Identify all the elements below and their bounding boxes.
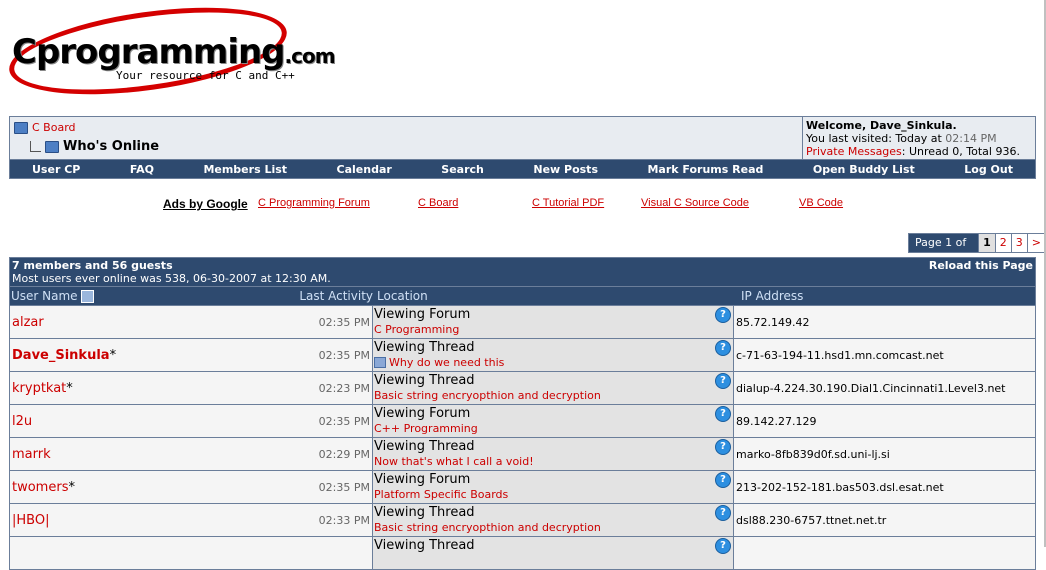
user-link[interactable]: l2u — [12, 413, 33, 429]
user-cell — [10, 537, 285, 569]
user-cell — [10, 405, 285, 437]
private-messages: Private Messages: Unread 0, Total 936. — [806, 145, 1020, 158]
nav-open-buddy-list[interactable]: Open Buddy List — [812, 162, 915, 176]
location-action: Viewing Forum — [374, 307, 471, 322]
user-cell — [10, 438, 285, 470]
ads-by-google-label[interactable]: Ads by Google — [163, 197, 248, 211]
help-icon[interactable]: ? — [715, 439, 731, 455]
last-activity-time — [285, 537, 372, 569]
google-ads-bar — [0, 197, 1046, 213]
last-activity-time: 02:35 PM — [285, 339, 372, 371]
last-visited: You last visited: Today at 02:14 PM — [806, 132, 997, 145]
user-cell — [10, 504, 285, 536]
user-link[interactable]: Dave_Sinkula — [12, 347, 110, 363]
location-action: Viewing Thread — [374, 505, 475, 520]
location-link[interactable]: Basic string encryopthion and decryption — [374, 389, 601, 402]
location-action: Viewing Thread — [374, 439, 475, 454]
user-cell — [10, 471, 285, 503]
help-icon[interactable]: ? — [715, 472, 731, 488]
user-link[interactable]: marrk — [12, 446, 51, 462]
user-star: * — [109, 347, 117, 363]
column-last-activity[interactable]: Last Activity — [299, 289, 373, 303]
ip-address: marko-8fb839d0f.sd.uni-lj.si — [734, 438, 1035, 470]
ad-link[interactable]: C Programming Forum — [258, 197, 370, 209]
nav-faq[interactable]: FAQ — [129, 162, 154, 176]
table-row — [10, 404, 1035, 437]
user-link[interactable]: alzar — [12, 314, 44, 330]
sort-icon[interactable] — [81, 290, 94, 303]
help-icon[interactable]: ? — [715, 538, 731, 554]
user-cell — [10, 372, 285, 404]
location-cell — [372, 372, 734, 404]
ip-address: 89.142.27.129 — [734, 405, 1035, 437]
pagination — [908, 233, 1046, 253]
nav-calendar[interactable]: Calendar — [336, 162, 392, 176]
location-cell — [372, 306, 734, 338]
breadcrumb-link-c-board[interactable]: C Board — [32, 121, 76, 134]
column-headers — [10, 286, 1035, 305]
location-cell — [372, 438, 734, 470]
table-row — [10, 371, 1035, 404]
location-link[interactable]: C++ Programming — [374, 422, 478, 435]
table-row — [10, 536, 1035, 569]
column-ip-address: IP Address — [741, 289, 804, 303]
location-link[interactable]: Basic string encryopthion and decryption — [374, 521, 601, 534]
ad-link[interactable]: VB Code — [799, 197, 844, 209]
help-icon[interactable]: ? — [715, 307, 731, 323]
location-link[interactable]: Platform Specific Boards — [374, 488, 509, 501]
private-messages-link[interactable]: Private Messages — [806, 145, 902, 158]
welcome-text: Welcome, Dave_Sinkula. — [806, 119, 957, 132]
site-logo[interactable] — [8, 10, 338, 95]
nav-user-cp[interactable]: User CP — [32, 162, 81, 176]
table-row — [10, 305, 1035, 338]
location-cell — [372, 471, 734, 503]
table-row — [10, 503, 1035, 536]
page-label: Page 1 of — [909, 234, 978, 252]
user-link[interactable]: |HBO| — [12, 512, 50, 528]
location-cell — [372, 504, 734, 536]
main-navbar — [10, 159, 1035, 178]
ip-address: 213-202-152-181.bas503.dsl.esat.net — [734, 471, 1035, 503]
user-link[interactable]: kryptkat — [12, 380, 67, 396]
help-icon[interactable]: ? — [715, 340, 731, 356]
table-row — [10, 437, 1035, 470]
user-star: * — [66, 380, 73, 396]
location-link[interactable]: Why do we need this — [389, 356, 505, 369]
ad-link[interactable]: C Tutorial PDF — [532, 197, 605, 209]
nav-members-list[interactable]: Members List — [203, 162, 288, 176]
table-row — [10, 470, 1035, 503]
nav-new-posts[interactable]: New Posts — [533, 162, 598, 176]
whos-online-table — [9, 257, 1036, 570]
location-cell — [372, 537, 734, 569]
last-activity-time: 02:23 PM — [285, 372, 372, 404]
ip-address: dsl88.230-6757.ttnet.net.tr — [734, 504, 1035, 536]
ip-address: dialup-4.224.30.190.Dial1.Cincinnati1.Level3.net — [734, 372, 1035, 404]
most-online: Most users ever online was 538, 06-30-2007 at 12:30 AM. — [12, 272, 331, 285]
logo-tagline: Your resource for C and C++ — [116, 69, 295, 82]
ad-link[interactable]: C Board — [418, 197, 459, 209]
page-link[interactable]: 3 — [1011, 234, 1027, 252]
help-icon[interactable]: ? — [715, 505, 731, 521]
table-header — [10, 258, 1035, 286]
page-link[interactable]: 2 — [995, 234, 1011, 252]
user-star: * — [68, 479, 75, 495]
location-action: Viewing Thread — [374, 340, 475, 355]
logo-brand: Cprogramming.com — [12, 32, 335, 72]
user-cell — [10, 339, 285, 371]
last-activity-time: 02:35 PM — [285, 306, 372, 338]
nav-mark-forums-read[interactable]: Mark Forums Read — [647, 162, 764, 176]
location-cell — [372, 339, 734, 371]
page-current: 1 — [978, 234, 995, 252]
column-location: Location — [377, 289, 428, 303]
last-activity-time: 02:29 PM — [285, 438, 372, 470]
last-activity-time: 02:35 PM — [285, 471, 372, 503]
user-cell — [10, 306, 285, 338]
nav-search[interactable]: Search — [441, 162, 484, 176]
ip-address: 85.72.149.42 — [734, 306, 1035, 338]
ad-link[interactable]: Visual C Source Code — [641, 197, 750, 209]
help-icon[interactable]: ? — [715, 373, 731, 389]
welcome-panel — [803, 117, 1035, 159]
table-row — [10, 338, 1035, 371]
location-action: Viewing Thread — [374, 538, 475, 553]
last-activity-time: 02:35 PM — [285, 405, 372, 437]
breadcrumb — [10, 117, 803, 159]
location-link[interactable]: Now that's what I call a void! — [374, 455, 534, 468]
table-body — [10, 305, 1035, 569]
page-next[interactable]: > — [1027, 234, 1045, 252]
post-icon — [374, 357, 386, 368]
location-cell — [372, 405, 734, 437]
location-link[interactable]: C Programming — [374, 323, 460, 336]
page-title: Who's Online — [63, 139, 160, 154]
ip-address — [734, 537, 1035, 569]
last-activity-time: 02:33 PM — [285, 504, 372, 536]
member-count: 7 members and 56 guests — [12, 259, 173, 272]
tree-branch-icon — [30, 141, 41, 152]
user-link[interactable]: twomers — [12, 479, 69, 495]
nav-log-out[interactable]: Log Out — [964, 162, 1013, 176]
column-user-name[interactable]: User Name — [11, 289, 78, 303]
folder-open-icon — [45, 141, 59, 153]
location-action: Viewing Forum — [374, 406, 471, 421]
navigation-panel — [9, 116, 1036, 179]
help-icon[interactable]: ? — [715, 406, 731, 422]
location-action: Viewing Forum — [374, 472, 471, 487]
ip-address: c-71-63-194-11.hsd1.mn.comcast.net — [734, 339, 1035, 371]
reload-page-link[interactable]: Reload this Page — [928, 259, 1033, 272]
folder-icon — [14, 122, 28, 134]
location-action: Viewing Thread — [374, 373, 475, 388]
